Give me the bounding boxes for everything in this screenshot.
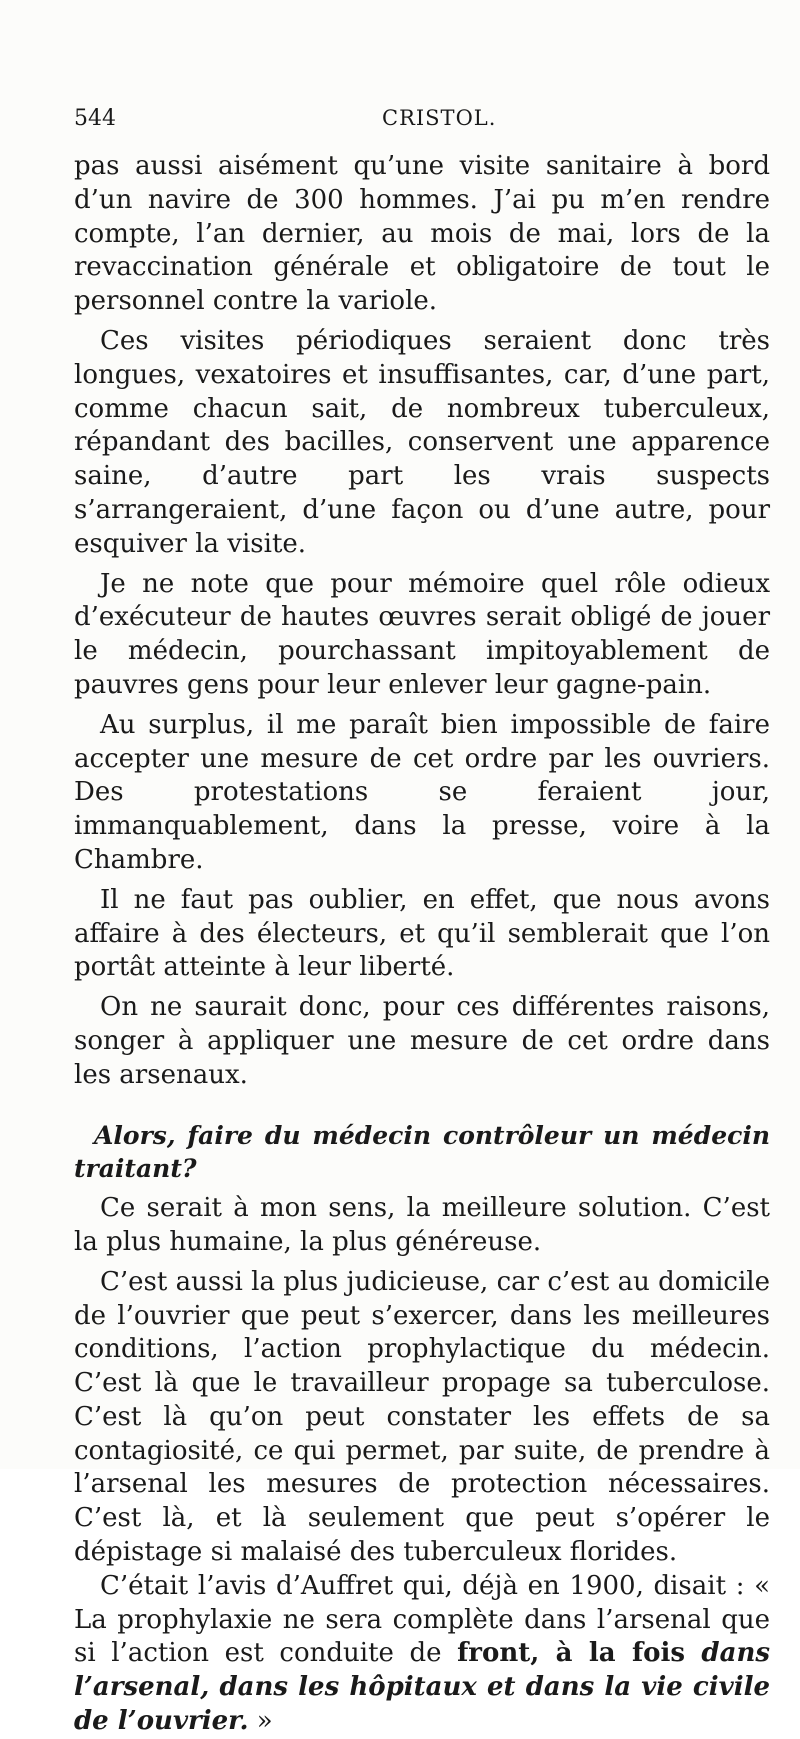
paragraph-continued: pas aussi aisément qu’une visite sanitaire à bord d’un navire de 300 hommes. J’ai pu m’en rendre compte, l’an dernier, au mois de mai, lors de la revaccination générale et obligatoire de tout le personnel contre la variole. [74,151,770,317]
auffret-text: C’était l’avis d’Auffret qui, déjà en 1900, disait : « La prophylaxie ne sera complète dans l’arsenal que si l’action est conduite de [74,1570,770,1669]
paragraph-visites: Ces visites périodiques seraient donc très longues, vexatoires et insuffisantes, car, d’une part, comme chacun sait, de nombreux tuberculeux, répandant des bacilles, conservent une apparence saine, d’autre part les vrais suspects s’arrangeraient, d’une façon ou d’une autre, pour esquiver la visite. [74,325,770,559]
paragraph-conclusion: On ne saurait donc, pour ces différentes raisons, songer à appliquer une mesure de cet ordre dans les arsenaux. [74,992,770,1090]
auffret-italic-quote: dans l’arsenal, dans les hôpitaux et dans la vie civile de l’ouvrier. [74,1638,770,1737]
paragraph-memoire: Je ne note que pour mémoire quel rôle odieux d’exécuteur de hautes œuvres serait obligé de jouer le médecin, pourchassant impitoyablement de pauvres gens pour leur enlever leur gagne-pain. [74,568,770,700]
paragraph-auffret [74,1570,770,1739]
running-head: CRISTOL. [382,106,497,130]
auffret-bold-text: front, à la fois [457,1638,702,1669]
auffret-quote-close: » [248,1706,273,1737]
paragraph-surplus: Au surplus, il me paraît bien impossible de faire accepter une mesure de cet ordre par les ouvriers. Des protestations se feraient jour, immanquablement, dans la presse, voire à la Chambre. [74,709,770,875]
page-header [74,106,794,142]
body-text [74,150,770,1739]
paragraph-judicieuse: C’est aussi la plus judicieuse, car c’est au domicile de l’ouvrier que peut s’exercer, dans les meilleures conditions, l’action prophylactique du médecin. C’est là que le travailleur propage sa tuberculose. C’est là qu’on peut constater les effets de sa contagiosité, ce qui permet, par suite, de prendre à l’arsenal les mesures de protection nécessaires. C’est là, et là seulement que peut s’opérer le dépistage si malaisé des tuberculeux florides. [74,1266,770,1568]
paragraph-electeurs: Il ne faut pas oublier, en effet, que nous avons affaire à des électeurs, et qu’il semblerait que l’on portât atteinte à leur liberté. [74,884,770,983]
section-question: Alors, faire du médecin contrôleur un médecin traitant? [74,1120,770,1184]
paragraph-solution: Ce serait à mon sens, la meilleure solution. C’est la plus humaine, la plus généreuse. [74,1193,770,1257]
page-number: 544 [74,106,116,131]
